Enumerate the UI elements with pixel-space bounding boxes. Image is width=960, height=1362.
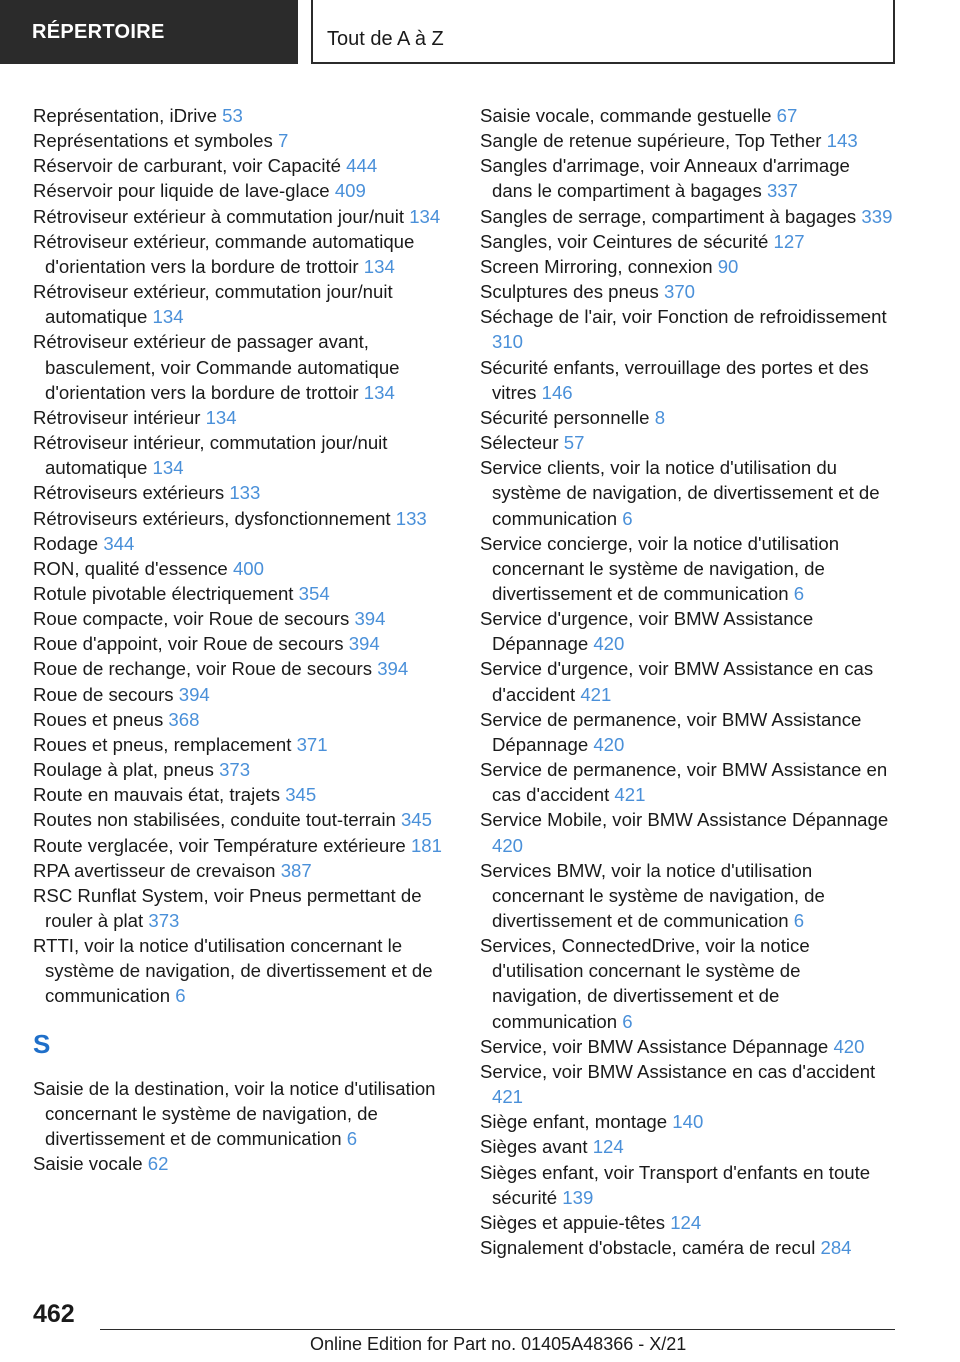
index-entry-page-link[interactable]: 6 xyxy=(622,1010,633,1032)
index-entry-page-link[interactable]: 146 xyxy=(541,381,573,403)
index-entry-page-link[interactable]: 90 xyxy=(717,255,739,277)
index-entry-text: Roue de secours xyxy=(33,683,174,705)
index-entry-text: Réservoir de carburant, voir Capacité xyxy=(33,155,341,177)
index-entry-page-link[interactable]: 140 xyxy=(672,1111,704,1133)
index-entry-text: RTTI, voir la notice d'utilisation concernant le système de navigation, de divertissement et de communication xyxy=(33,935,433,1007)
index-entry-text: Service, voir BMW Assistance en cas d'accident xyxy=(480,1060,876,1082)
index-entry-page-link[interactable]: 8 xyxy=(654,406,666,428)
index-entry-page-link[interactable]: 139 xyxy=(562,1186,594,1208)
index-entry-page-link[interactable]: 420 xyxy=(833,1035,865,1057)
index-entry xyxy=(33,103,449,128)
index-entry xyxy=(480,1210,894,1235)
index-entry xyxy=(33,707,449,732)
index-entry-text: Sièges avant xyxy=(480,1136,588,1158)
index-entry-text: Sécurité enfants, verrouillage des portes et des vitres xyxy=(480,356,869,403)
index-entry-text: Roulage à plat, pneus xyxy=(33,759,214,781)
section-tab[interactable] xyxy=(0,0,298,64)
index-entry xyxy=(480,405,894,430)
index-entry xyxy=(480,807,894,857)
index-entry-text: Rétroviseurs extérieurs xyxy=(33,482,225,504)
index-entry-page-link[interactable]: 6 xyxy=(346,1127,358,1149)
index-entry-page-link[interactable]: 134 xyxy=(152,457,184,479)
index-entry-text: Siège enfant, montage xyxy=(480,1111,668,1133)
index-entry xyxy=(480,229,894,254)
index-entry-text: Service de permanence, voir BMW Assistance Dépannage xyxy=(480,708,862,755)
section-letter-s: S xyxy=(33,1028,51,1059)
index-entry-page-link[interactable]: 400 xyxy=(232,557,264,579)
index-entry xyxy=(480,103,894,128)
index-entry-page-link[interactable]: 6 xyxy=(793,910,805,931)
index-entry xyxy=(33,782,449,807)
index-entry-text: Route en mauvais état, trajets xyxy=(33,784,281,806)
index-entry-text: Saisie vocale, commande gestuelle xyxy=(480,105,772,126)
index-entry-page-link[interactable]: 373 xyxy=(219,759,251,781)
index-entry-page-link[interactable]: 420 xyxy=(593,633,625,655)
index-entry-page-link[interactable]: 124 xyxy=(592,1136,624,1158)
index-entry-page-link[interactable]: 6 xyxy=(622,507,633,529)
index-entry xyxy=(33,656,449,681)
index-entry xyxy=(33,933,449,1008)
index-entry-text: Sangles d'arrimage, voir Anneaux d'arrimage dans le compartiment à bagages xyxy=(480,155,850,202)
index-entry-text: Service, voir BMW Assistance Dépannage xyxy=(480,1035,829,1057)
index-entry xyxy=(33,178,449,203)
index-entry xyxy=(480,1160,894,1210)
index-entry-page-link[interactable]: 134 xyxy=(363,381,395,403)
index-entry xyxy=(33,807,449,832)
index-entry-page-link[interactable]: 344 xyxy=(103,532,135,554)
index-entry xyxy=(33,1151,449,1176)
index-entry xyxy=(33,858,449,883)
footer-divider xyxy=(100,1329,895,1330)
index-entry-text: Roue d'appoint, voir Roue de secours xyxy=(33,633,344,655)
index-list-s-continued xyxy=(480,103,894,1260)
index-entry xyxy=(33,128,449,153)
index-entry-page-link[interactable]: 420 xyxy=(492,834,524,856)
index-entry xyxy=(480,1235,894,1260)
index-entry-page-link[interactable]: 394 xyxy=(377,658,409,680)
index-entry-text: Services BMW, voir la notice d'utilisation concernant le système de navigation, de divertissement et de communication xyxy=(480,859,825,931)
index-entry xyxy=(480,279,894,304)
index-entry-text: Sangles, voir Ceintures de sécurité xyxy=(480,230,769,252)
index-entry-text: RON, qualité d'essence xyxy=(33,557,228,579)
index-entry-text: Saisie vocale xyxy=(33,1153,143,1175)
index-entry-page-link[interactable]: 421 xyxy=(492,1086,524,1108)
index-entry xyxy=(480,355,894,405)
index-list-s xyxy=(33,1076,449,1177)
index-entry-text: Roues et pneus xyxy=(33,708,164,730)
index-entry-page-link[interactable]: 143 xyxy=(826,130,858,152)
index-entry-text: Saisie de la destination, voir la notice d'utilisation concernant le système de navigation, de divertissement et de communication xyxy=(33,1077,436,1149)
index-entry xyxy=(480,128,894,153)
index-column-left xyxy=(33,103,449,1176)
index-entry-page-link[interactable]: 57 xyxy=(563,432,585,454)
index-entry-page-link[interactable]: 6 xyxy=(175,985,186,1007)
index-entry-text: Service clients, voir la notice d'utilisation du système de navigation, de divertissement et de communication xyxy=(480,457,880,529)
index-entry-page-link[interactable]: 354 xyxy=(298,582,330,604)
index-entry-page-link[interactable]: 124 xyxy=(670,1211,702,1233)
index-entry-page-link[interactable]: 387 xyxy=(280,859,312,881)
index-entry xyxy=(480,455,894,530)
index-entry xyxy=(480,707,894,757)
index-entry xyxy=(480,858,894,933)
index-entry-page-link[interactable]: 134 xyxy=(152,306,184,328)
index-entry xyxy=(480,1109,894,1134)
index-entry-page-link[interactable]: 373 xyxy=(148,910,180,931)
index-entry-page-link[interactable]: 53 xyxy=(222,105,243,126)
index-entry-page-link[interactable]: 368 xyxy=(168,708,200,730)
index-entry-text: Service Mobile, voir BMW Assistance Dépannage xyxy=(480,809,889,831)
index-entry-page-link[interactable]: 181 xyxy=(410,834,442,856)
index-entry-page-link[interactable]: 345 xyxy=(400,809,432,831)
index-entry-page-link[interactable]: 284 xyxy=(820,1237,852,1259)
index-entry-text: Réservoir pour liquide de lave-glace xyxy=(33,180,330,202)
index-entry-page-link[interactable]: 421 xyxy=(614,784,646,806)
index-entry xyxy=(480,204,894,229)
index-entry-text: Représentation, iDrive xyxy=(33,105,217,126)
index-entry-text: Route verglacée, voir Température extérieure xyxy=(33,834,406,856)
index-entry-text: Service concierge, voir la notice d'utilisation concernant le système de navigation, de divertissement et de communication xyxy=(480,532,840,604)
index-entry-page-link[interactable]: 420 xyxy=(593,733,625,755)
index-entry-text: Service d'urgence, voir BMW Assistance Dépannage xyxy=(480,608,814,655)
index-entry-text: Routes non stabilisées, conduite tout-terrain xyxy=(33,809,396,831)
index-entry-text: Service d'urgence, voir BMW Assistance en cas d'accident xyxy=(480,658,874,705)
index-entry-text: Rétroviseur extérieur, commutation jour/nuit automatique xyxy=(33,281,393,328)
index-entry-text: Sièges enfant, voir Transport d'enfants en toute sécurité xyxy=(480,1161,871,1208)
index-entry xyxy=(480,430,894,455)
index-entry xyxy=(480,606,894,656)
index-entry xyxy=(33,153,449,178)
index-entry xyxy=(33,480,449,505)
index-entry-page-link[interactable]: 62 xyxy=(147,1153,169,1175)
index-entry xyxy=(480,1134,894,1159)
index-entry-text: Roue de rechange, voir Roue de secours xyxy=(33,658,373,680)
index-entry xyxy=(33,430,449,480)
index-entry-page-link[interactable]: 337 xyxy=(766,180,798,202)
index-entry-text: Séchage de l'air, voir Fonction de refroidissement xyxy=(480,306,887,328)
index-entry-page-link[interactable]: 127 xyxy=(773,230,805,252)
index-entry-text: Rotule pivotable électriquement xyxy=(33,582,294,604)
index-entry-page-link[interactable]: 409 xyxy=(334,180,366,202)
index-entry xyxy=(33,732,449,757)
index-entry-text: Roue compacte, voir Roue de secours xyxy=(33,608,350,630)
index-entry-text: Signalement d'obstacle, caméra de recul xyxy=(480,1237,816,1259)
index-entry xyxy=(33,833,449,858)
index-entry-page-link[interactable]: 444 xyxy=(346,155,378,177)
index-entry-text: Rétroviseur intérieur, commutation jour/nuit automatique xyxy=(33,432,388,479)
index-entry-text: Sangle de retenue supérieure, Top Tether xyxy=(480,130,822,152)
index-entry xyxy=(33,631,449,656)
index-entry-text: Screen Mirroring, connexion xyxy=(480,255,713,277)
index-entry xyxy=(33,405,449,430)
index-entry xyxy=(33,531,449,556)
index-entry-text: Représentations et symboles xyxy=(33,130,273,152)
index-entry-page-link[interactable]: 67 xyxy=(776,105,798,126)
index-entry xyxy=(33,581,449,606)
index-entry-page-link[interactable]: 394 xyxy=(348,633,380,655)
index-entry-page-link[interactable]: 370 xyxy=(664,281,696,303)
index-entry xyxy=(480,656,894,706)
index-entry-page-link[interactable]: 6 xyxy=(793,582,805,604)
index-entry-page-link[interactable]: 394 xyxy=(178,683,210,705)
index-entry xyxy=(33,757,449,782)
index-entry xyxy=(480,531,894,606)
index-entry-text: RPA avertisseur de crevaison xyxy=(33,859,276,881)
index-entry-text: Sécurité personnelle xyxy=(480,406,650,428)
index-entry-text: Rodage xyxy=(33,532,99,554)
index-column-right xyxy=(480,103,894,1260)
index-entry xyxy=(33,682,449,707)
index-entry xyxy=(33,204,449,229)
index-entry-text: Roues et pneus, remplacement xyxy=(33,733,292,755)
index-entry xyxy=(480,1034,894,1059)
index-entry-text: RSC Runflat System, voir Pneus permettant de rouler à plat xyxy=(33,884,422,931)
index-entry xyxy=(33,506,449,531)
index-entry xyxy=(33,229,449,279)
index-entry xyxy=(480,933,894,1034)
index-entry xyxy=(480,153,894,203)
index-entry-page-link[interactable]: 134 xyxy=(409,205,441,227)
index-entry-text: Sièges et appuie-têtes xyxy=(480,1211,666,1233)
index-entry xyxy=(480,304,894,354)
index-entry-page-link[interactable]: 371 xyxy=(296,733,328,755)
index-entry-page-link[interactable]: 310 xyxy=(492,331,524,353)
index-entry xyxy=(33,606,449,631)
index-entry-text: Rétroviseur extérieur à commutation jour/nuit xyxy=(33,205,405,227)
index-entry-text: Sélecteur xyxy=(480,432,559,454)
index-entry-page-link[interactable]: 421 xyxy=(580,683,612,705)
index-entry xyxy=(480,254,894,279)
index-entry-page-link[interactable]: 134 xyxy=(205,406,237,428)
index-list-r xyxy=(33,103,449,1009)
page-number: 462 xyxy=(33,1300,75,1328)
index-entry-page-link[interactable]: 133 xyxy=(229,482,261,504)
section-tab-label: RÉPERTOIRE xyxy=(32,20,165,43)
index-entry-page-link[interactable]: 134 xyxy=(363,255,395,277)
index-entry xyxy=(33,883,449,933)
index-entry-page-link[interactable]: 339 xyxy=(861,205,893,227)
index-entry-text: Service de permanence, voir BMW Assistance en cas d'accident xyxy=(480,759,888,806)
header-subtitle: Tout de A à Z xyxy=(327,28,444,50)
index-entry-text: Rétroviseur extérieur de passager avant, basculement, voir Commande automatique d'orientation vers la bordure de trottoir xyxy=(33,331,400,403)
index-entry-page-link[interactable]: 133 xyxy=(395,507,427,529)
index-entry-page-link[interactable]: 345 xyxy=(285,784,317,806)
index-entry-page-link[interactable]: 394 xyxy=(354,608,386,630)
index-entry-text: Sangles de serrage, compartiment à bagages xyxy=(480,205,857,227)
index-entry-text: Services, ConnectedDrive, voir la notice d'utilisation concernant le système de navigation, de divertissement et de communication xyxy=(480,935,810,1032)
index-entry-text: Rétroviseurs extérieurs, dysfonctionnement xyxy=(33,507,391,529)
index-entry xyxy=(33,556,449,581)
index-entry xyxy=(480,757,894,807)
index-entry xyxy=(33,329,449,404)
index-entry xyxy=(33,1076,449,1151)
index-entry xyxy=(480,1059,894,1109)
index-entry-text: Rétroviseur intérieur xyxy=(33,406,201,428)
index-entry-text: Rétroviseur extérieur, commande automatique d'orientation vers la bordure de trottoir xyxy=(33,230,415,277)
index-entry xyxy=(33,279,449,329)
index-entry-page-link[interactable]: 7 xyxy=(277,130,289,152)
index-entry-text: Sculptures des pneus xyxy=(480,281,659,303)
footer-edition: Online Edition for Part no. 01405A48366 - X/21 xyxy=(310,1334,687,1354)
